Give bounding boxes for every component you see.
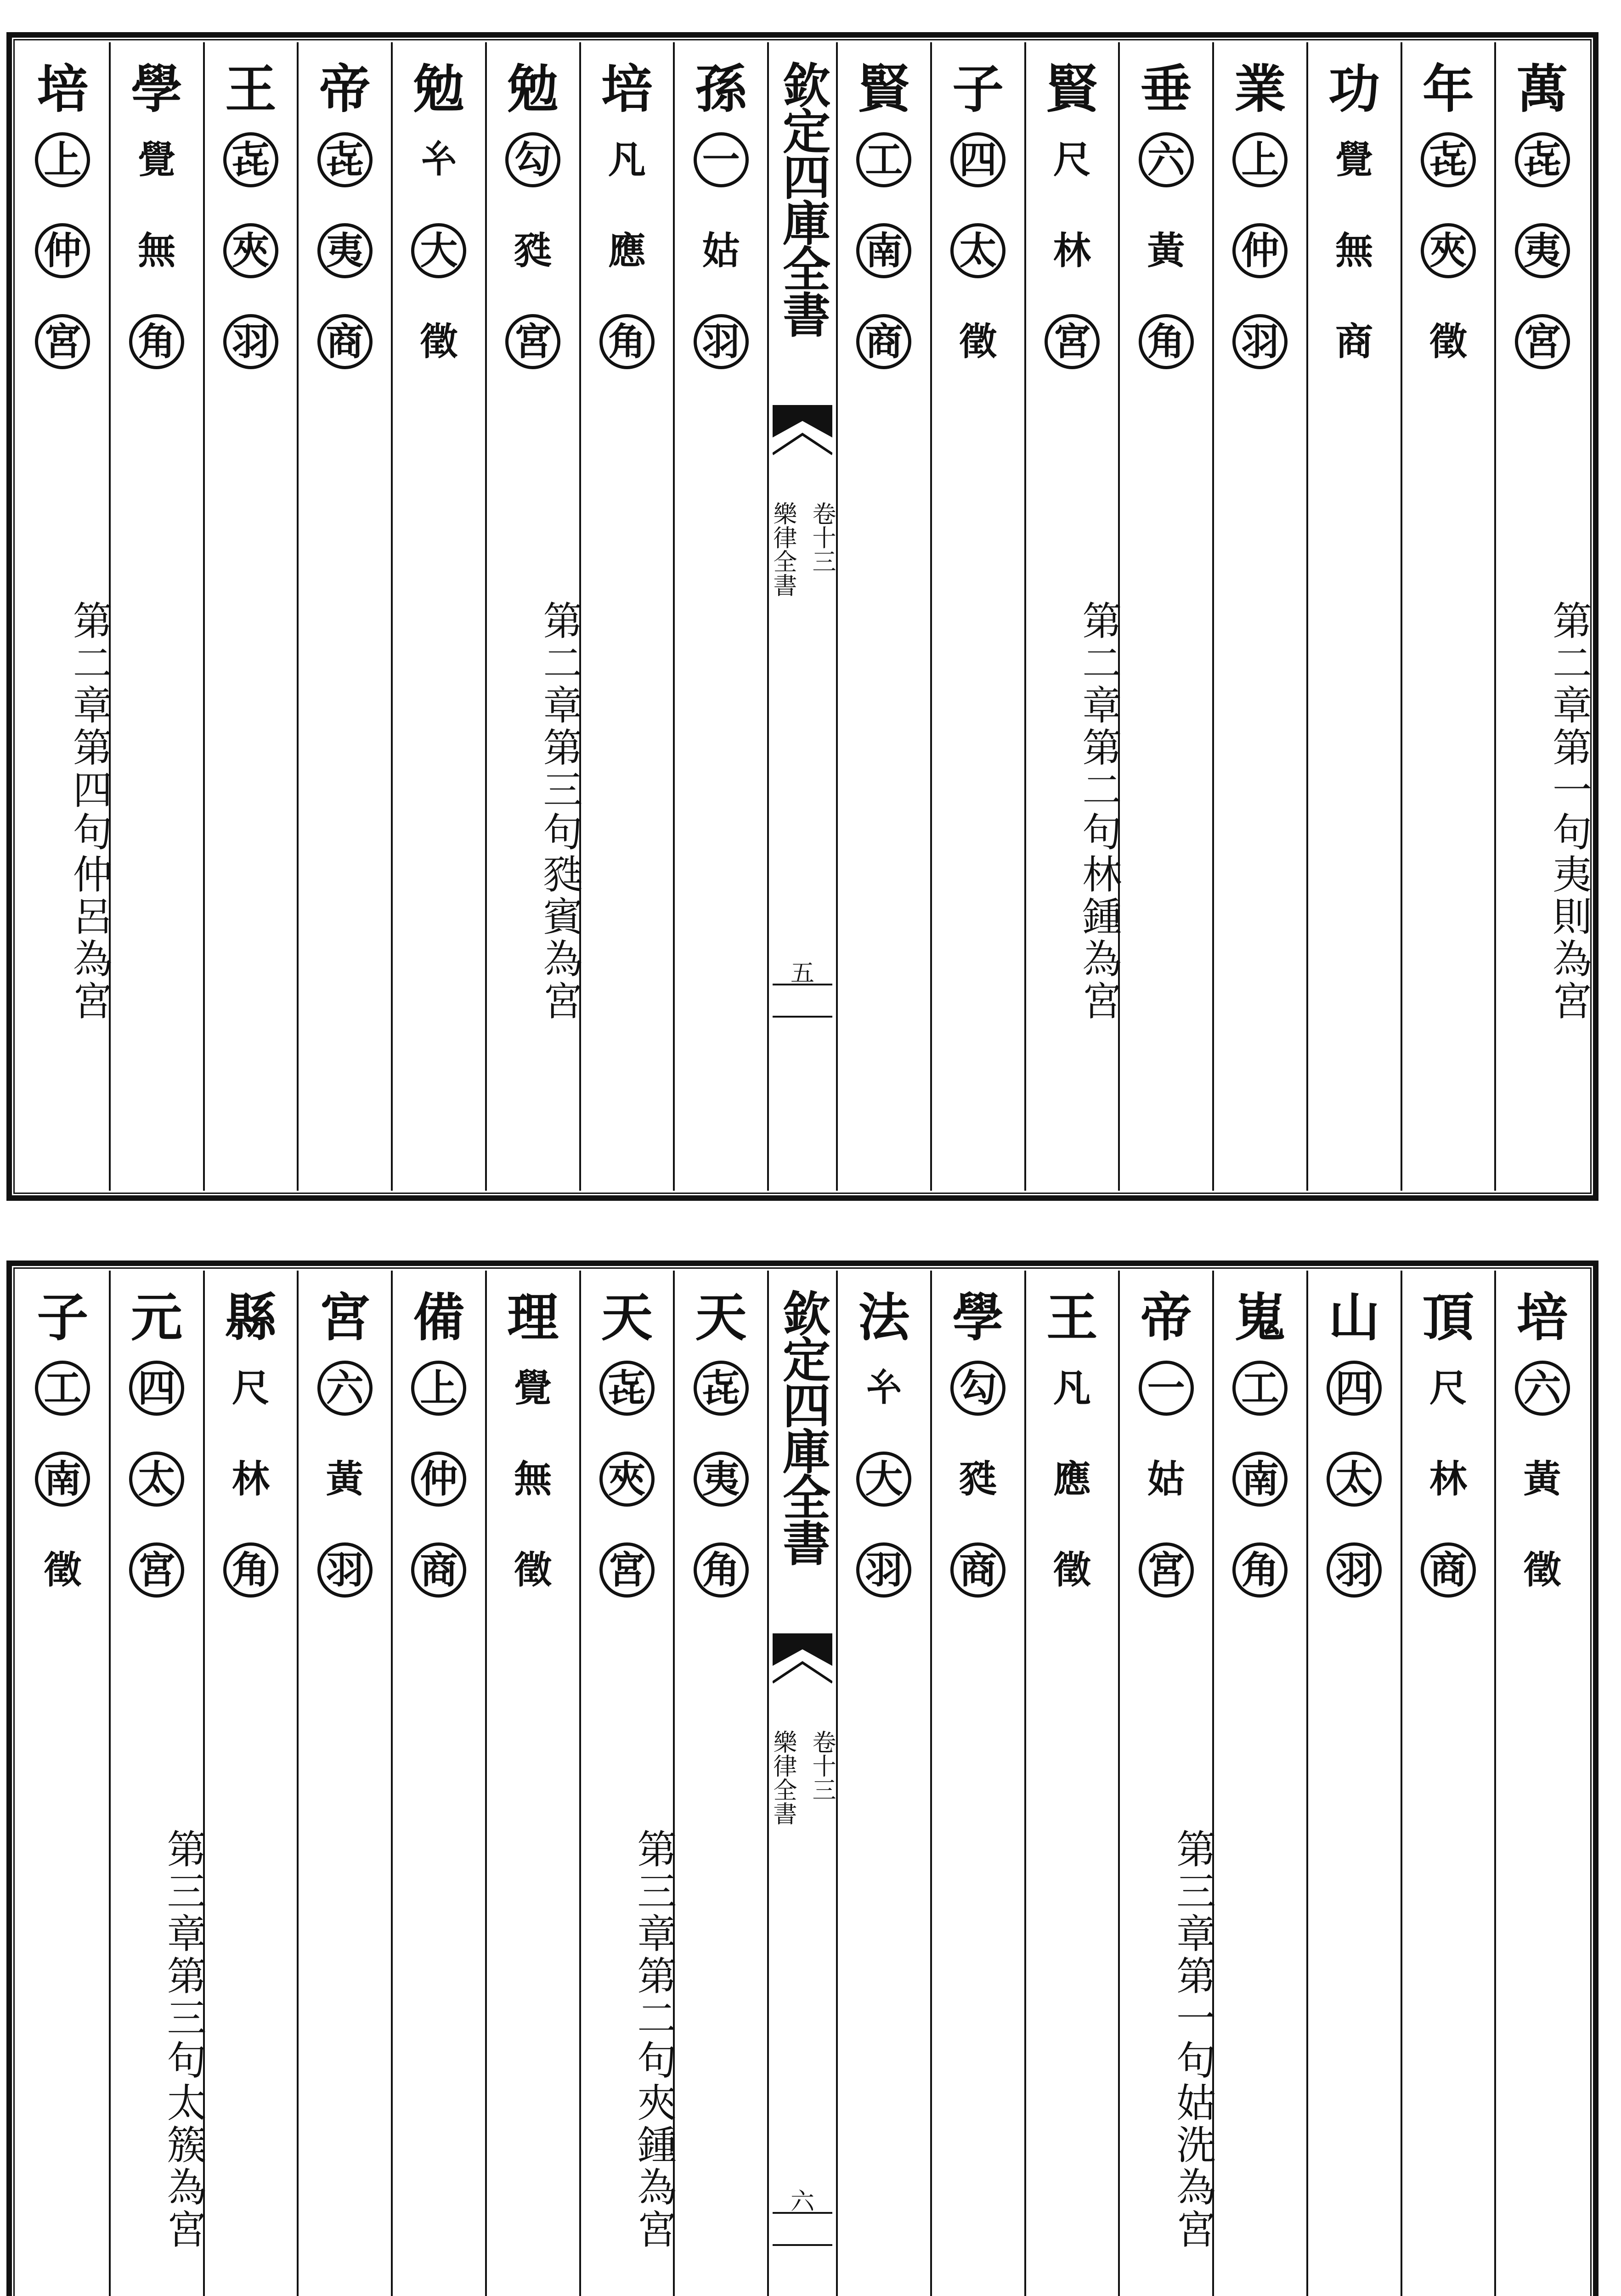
notation-symbol: 覺 xyxy=(514,1366,552,1410)
notation-group xyxy=(581,1361,673,1633)
notation-symbol: 黃 xyxy=(1523,1457,1561,1501)
notation-symbol: 𢆯 xyxy=(865,1366,903,1410)
notation-symbol: 徵 xyxy=(959,320,997,364)
lyric-character: 培 xyxy=(601,59,653,119)
notation-group xyxy=(581,132,673,405)
lyric-character: 帝 xyxy=(1140,1288,1192,1348)
section-annotation xyxy=(487,570,582,1052)
lyric-character: 王 xyxy=(225,59,277,119)
notation-symbol: 姑 xyxy=(702,229,740,273)
score-column xyxy=(203,1271,297,2296)
notation-symbol: 無 xyxy=(138,229,176,273)
notation-group xyxy=(487,132,579,405)
notation-symbol: 商 xyxy=(950,1542,1005,1598)
book-title-text: 欽定四庫全書 xyxy=(774,1289,831,1564)
notation-symbol: 四 xyxy=(1327,1361,1382,1416)
notation-symbol: 林 xyxy=(1053,229,1091,273)
lyric-character: 宮 xyxy=(319,1288,371,1348)
lyric-character: 賢 xyxy=(858,59,910,119)
notation-symbol: 凡 xyxy=(608,138,646,182)
notation-symbol: 㐂 xyxy=(1515,132,1570,187)
notation-symbol: 角 xyxy=(223,1542,278,1598)
lyric-character: 法 xyxy=(858,1288,910,1348)
score-column xyxy=(1401,42,1495,1191)
page-number: 六 xyxy=(790,2188,814,2216)
notation-symbol: 宮 xyxy=(1139,1542,1194,1598)
score-column xyxy=(297,42,391,1191)
lyric-character: 培 xyxy=(37,59,89,119)
notation-group xyxy=(932,1361,1024,1633)
lyric-character: 天 xyxy=(601,1288,653,1348)
score-column xyxy=(579,1271,677,2296)
notation-group xyxy=(1402,1361,1495,1633)
notation-symbol: 南 xyxy=(1232,1452,1288,1507)
notation-group xyxy=(299,1361,391,1633)
fish-tail-ornament xyxy=(773,405,832,474)
notation-group xyxy=(17,132,109,405)
notation-symbol: 宮 xyxy=(599,1542,655,1598)
notation-symbol: 應 xyxy=(608,229,646,273)
notation-symbol: 羽 xyxy=(1232,314,1288,369)
lyric-character: 功 xyxy=(1328,59,1380,119)
lyric-character: 孫 xyxy=(695,59,747,119)
lyric-character: 勉 xyxy=(507,59,559,119)
notation-symbol: 勾 xyxy=(950,1361,1005,1416)
notation-symbol: 商 xyxy=(1421,1542,1476,1598)
notation-symbol: 羽 xyxy=(1327,1542,1382,1598)
notation-symbol: 姑 xyxy=(1147,1457,1185,1501)
notation-symbol: 工 xyxy=(1232,1361,1288,1416)
lyric-character: 元 xyxy=(131,1288,183,1348)
lyric-character: 賢 xyxy=(1046,59,1098,119)
notation-symbol: 徵 xyxy=(514,1548,552,1592)
notation-group xyxy=(111,1361,203,1633)
lyric-character: 頂 xyxy=(1422,1288,1474,1348)
score-column xyxy=(1118,1271,1215,2296)
score-column xyxy=(1401,1271,1495,2296)
book-title xyxy=(769,61,836,336)
score-column xyxy=(673,1271,767,2296)
notation-symbol: 四 xyxy=(129,1361,184,1416)
notation-symbol: 黃 xyxy=(1147,229,1185,273)
notation-group xyxy=(393,132,485,405)
score-column xyxy=(17,42,112,1191)
notation-symbol: 商 xyxy=(1335,320,1373,364)
notation-symbol: 勾 xyxy=(505,132,560,187)
notation-symbol: 仲 xyxy=(1232,223,1288,278)
notation-group xyxy=(487,1361,579,1633)
notation-symbol: 商 xyxy=(856,314,911,369)
sub-title: 樂律全書 xyxy=(769,1730,796,1825)
notation-symbol: 角 xyxy=(694,1542,749,1598)
notation-symbol: 徵 xyxy=(420,320,458,364)
score-column xyxy=(1494,1271,1588,2296)
score-column xyxy=(930,42,1024,1191)
score-column xyxy=(391,42,485,1191)
notation-symbol: 大 xyxy=(856,1452,911,1507)
notation-symbol: 一 xyxy=(694,132,749,187)
notation-symbol: 宮 xyxy=(35,314,90,369)
notation-symbol: 覺 xyxy=(138,138,176,182)
notation-group xyxy=(111,132,203,405)
score-column xyxy=(1212,1271,1306,2296)
notation-group xyxy=(393,1361,485,1633)
notation-symbol: 㐂 xyxy=(223,132,278,187)
notation-symbol: 尺 xyxy=(1429,1366,1467,1410)
notation-symbol: 夾 xyxy=(599,1452,655,1507)
divider-line xyxy=(773,2244,832,2246)
score-column xyxy=(673,42,767,1191)
lyric-character: 子 xyxy=(37,1288,89,1348)
score-column xyxy=(17,1271,109,2296)
section-annotation xyxy=(111,1799,206,2281)
lyric-character: 培 xyxy=(1516,1288,1568,1348)
notation-group xyxy=(299,132,391,405)
score-column xyxy=(109,1271,206,2296)
notation-symbol: 角 xyxy=(129,314,184,369)
notation-symbol: 宮 xyxy=(505,314,560,369)
notation-symbol: 尺 xyxy=(1053,138,1091,182)
notation-symbol: 羽 xyxy=(317,1542,373,1598)
lyric-character: 學 xyxy=(131,59,183,119)
sub-title-block xyxy=(769,501,836,597)
lyric-character: 王 xyxy=(1046,1288,1098,1348)
notation-symbol: 覺 xyxy=(1335,138,1373,182)
section-annotation-text: 第三章第一句姑洗為宮 xyxy=(1169,1829,1215,2251)
score-column xyxy=(836,1271,930,2296)
section-annotation xyxy=(1120,1799,1215,2281)
notation-symbol: 工 xyxy=(856,132,911,187)
lyric-character: 子 xyxy=(952,59,1004,119)
score-column xyxy=(485,42,582,1191)
section-annotation-text: 第二章第四句仲呂為宮 xyxy=(66,600,112,1023)
notation-group xyxy=(1214,1361,1306,1633)
book-title-text: 欽定四庫全書 xyxy=(774,61,831,336)
volume-label: 卷十三 xyxy=(808,1730,836,1801)
score-column xyxy=(297,1271,391,2296)
notation-symbol: 工 xyxy=(35,1361,90,1416)
notation-group xyxy=(1026,1361,1118,1633)
notation-symbol: 宮 xyxy=(1515,314,1570,369)
sub-title-block xyxy=(769,1730,836,1825)
notation-symbol: 羽 xyxy=(856,1542,911,1598)
notation-group xyxy=(205,1361,297,1633)
notation-symbol: 太 xyxy=(1327,1452,1382,1507)
notation-symbol: 㐂 xyxy=(599,1361,655,1416)
score-column xyxy=(930,1271,1024,2296)
notation-symbol: 大 xyxy=(411,223,466,278)
page-number: 五 xyxy=(790,960,814,987)
lyric-character: 山 xyxy=(1328,1288,1380,1348)
score-column xyxy=(391,1271,485,2296)
notation-group xyxy=(17,1361,109,1633)
notation-symbol: 無 xyxy=(514,1457,552,1501)
fish-tail-ornament xyxy=(773,1633,832,1702)
notation-symbol: 夾 xyxy=(223,223,278,278)
lyric-character: 縣 xyxy=(225,1288,277,1348)
book-title xyxy=(769,1289,836,1564)
notation-group xyxy=(1402,132,1495,405)
notation-symbol: 南 xyxy=(35,1452,90,1507)
notation-symbol: 六 xyxy=(317,1361,373,1416)
score-column xyxy=(203,42,297,1191)
notation-symbol: 六 xyxy=(1515,1361,1570,1416)
notation-symbol: 凡 xyxy=(1053,1366,1091,1410)
notation-symbol: 角 xyxy=(599,314,655,369)
notation-symbol: 夷 xyxy=(1515,223,1570,278)
notation-symbol: 尺 xyxy=(232,1366,270,1410)
notation-group xyxy=(1120,1361,1212,1633)
notation-symbol: 宮 xyxy=(1045,314,1100,369)
notation-symbol: 林 xyxy=(1429,1457,1467,1501)
notation-group xyxy=(838,132,930,405)
lyric-character: 年 xyxy=(1422,59,1474,119)
lyric-character: 帝 xyxy=(319,59,371,119)
lyric-character: 嵬 xyxy=(1234,1288,1286,1348)
notation-symbol: 㐂 xyxy=(694,1361,749,1416)
page-bottom xyxy=(6,1261,1598,2296)
volume-label: 卷十三 xyxy=(808,501,836,573)
notation-group xyxy=(675,132,767,405)
notation-symbol: 無 xyxy=(1335,229,1373,273)
section-annotation-text: 第二章第三句甤賓為宮 xyxy=(536,600,582,1023)
notation-symbol: 應 xyxy=(1053,1457,1091,1501)
section-annotation-text: 第二章第二句林鍾為宮 xyxy=(1075,600,1122,1023)
notation-symbol: 南 xyxy=(856,223,911,278)
section-annotation xyxy=(17,570,112,1052)
notation-group xyxy=(1308,132,1401,405)
notation-symbol: 一 xyxy=(1139,1361,1194,1416)
notation-symbol: 上 xyxy=(411,1361,466,1416)
notation-symbol: 林 xyxy=(232,1457,270,1501)
notation-symbol: 甤 xyxy=(959,1457,997,1501)
lyric-character: 勉 xyxy=(413,59,465,119)
section-annotation xyxy=(581,1799,677,2281)
score-column xyxy=(1306,1271,1401,2296)
notation-symbol: 㐂 xyxy=(317,132,373,187)
notation-symbol: 上 xyxy=(1232,132,1288,187)
lyric-character: 垂 xyxy=(1140,59,1192,119)
notation-symbol: 夷 xyxy=(317,223,373,278)
notation-symbol: 𢆯 xyxy=(420,138,458,182)
lyric-character: 理 xyxy=(507,1288,559,1348)
notation-symbol: 甤 xyxy=(514,229,552,273)
section-annotation xyxy=(1026,570,1122,1052)
notation-symbol: 羽 xyxy=(694,314,749,369)
score-column xyxy=(1024,42,1122,1191)
score-column xyxy=(1024,1271,1118,2296)
score-column xyxy=(1306,42,1401,1191)
notation-group xyxy=(932,132,1024,405)
section-annotation xyxy=(1496,570,1592,1052)
notation-group xyxy=(1496,132,1588,405)
notation-symbol: 徵 xyxy=(44,1548,82,1592)
notation-group xyxy=(675,1361,767,1633)
notation-symbol: 㐂 xyxy=(1421,132,1476,187)
notation-symbol: 角 xyxy=(1139,314,1194,369)
page-top xyxy=(6,32,1598,1201)
notation-symbol: 徵 xyxy=(1429,320,1467,364)
notation-group xyxy=(1496,1361,1588,1633)
notation-symbol: 仲 xyxy=(411,1452,466,1507)
lyric-character: 天 xyxy=(695,1288,747,1348)
notation-symbol: 四 xyxy=(950,132,1005,187)
lyric-character: 備 xyxy=(413,1288,465,1348)
columns-top xyxy=(17,42,1592,1191)
score-column xyxy=(836,42,930,1191)
section-annotation-text: 第三章第三句太簇為宮 xyxy=(160,1829,206,2251)
notation-symbol: 夷 xyxy=(694,1452,749,1507)
notation-symbol: 夾 xyxy=(1421,223,1476,278)
lyric-character: 業 xyxy=(1234,59,1286,119)
notation-group xyxy=(1120,132,1212,405)
notation-group xyxy=(838,1361,930,1633)
notation-symbol: 角 xyxy=(1232,1542,1288,1598)
notation-symbol: 羽 xyxy=(223,314,278,369)
notation-symbol: 六 xyxy=(1139,132,1194,187)
score-column xyxy=(1494,42,1592,1191)
lyric-character: 學 xyxy=(952,1288,1004,1348)
section-annotation-text: 第二章第一句夷則為宮 xyxy=(1546,600,1592,1023)
notation-group xyxy=(205,132,297,405)
notation-group xyxy=(1308,1361,1401,1633)
notation-group xyxy=(1214,132,1306,405)
book-spine-strip xyxy=(767,42,836,1191)
notation-symbol: 商 xyxy=(317,314,373,369)
columns-bottom xyxy=(17,1271,1588,2296)
notation-symbol: 上 xyxy=(35,132,90,187)
notation-symbol: 太 xyxy=(129,1452,184,1507)
notation-symbol: 商 xyxy=(411,1542,466,1598)
section-annotation-text: 第三章第二句夾鍾為宮 xyxy=(630,1829,677,2251)
score-column xyxy=(1118,42,1212,1191)
notation-symbol: 徵 xyxy=(1053,1548,1091,1592)
book-spine-strip xyxy=(767,1271,836,2296)
notation-symbol: 徵 xyxy=(1523,1548,1561,1592)
sub-title: 樂律全書 xyxy=(769,501,796,597)
notation-symbol: 黃 xyxy=(326,1457,364,1501)
notation-symbol: 仲 xyxy=(35,223,90,278)
notation-symbol: 宮 xyxy=(129,1542,184,1598)
divider-line xyxy=(773,1016,832,1018)
score-column xyxy=(109,42,203,1191)
score-column xyxy=(579,42,673,1191)
lyric-character: 萬 xyxy=(1516,59,1568,119)
notation-group xyxy=(1026,132,1118,405)
score-column xyxy=(1212,42,1306,1191)
notation-symbol: 太 xyxy=(950,223,1005,278)
score-column xyxy=(485,1271,579,2296)
